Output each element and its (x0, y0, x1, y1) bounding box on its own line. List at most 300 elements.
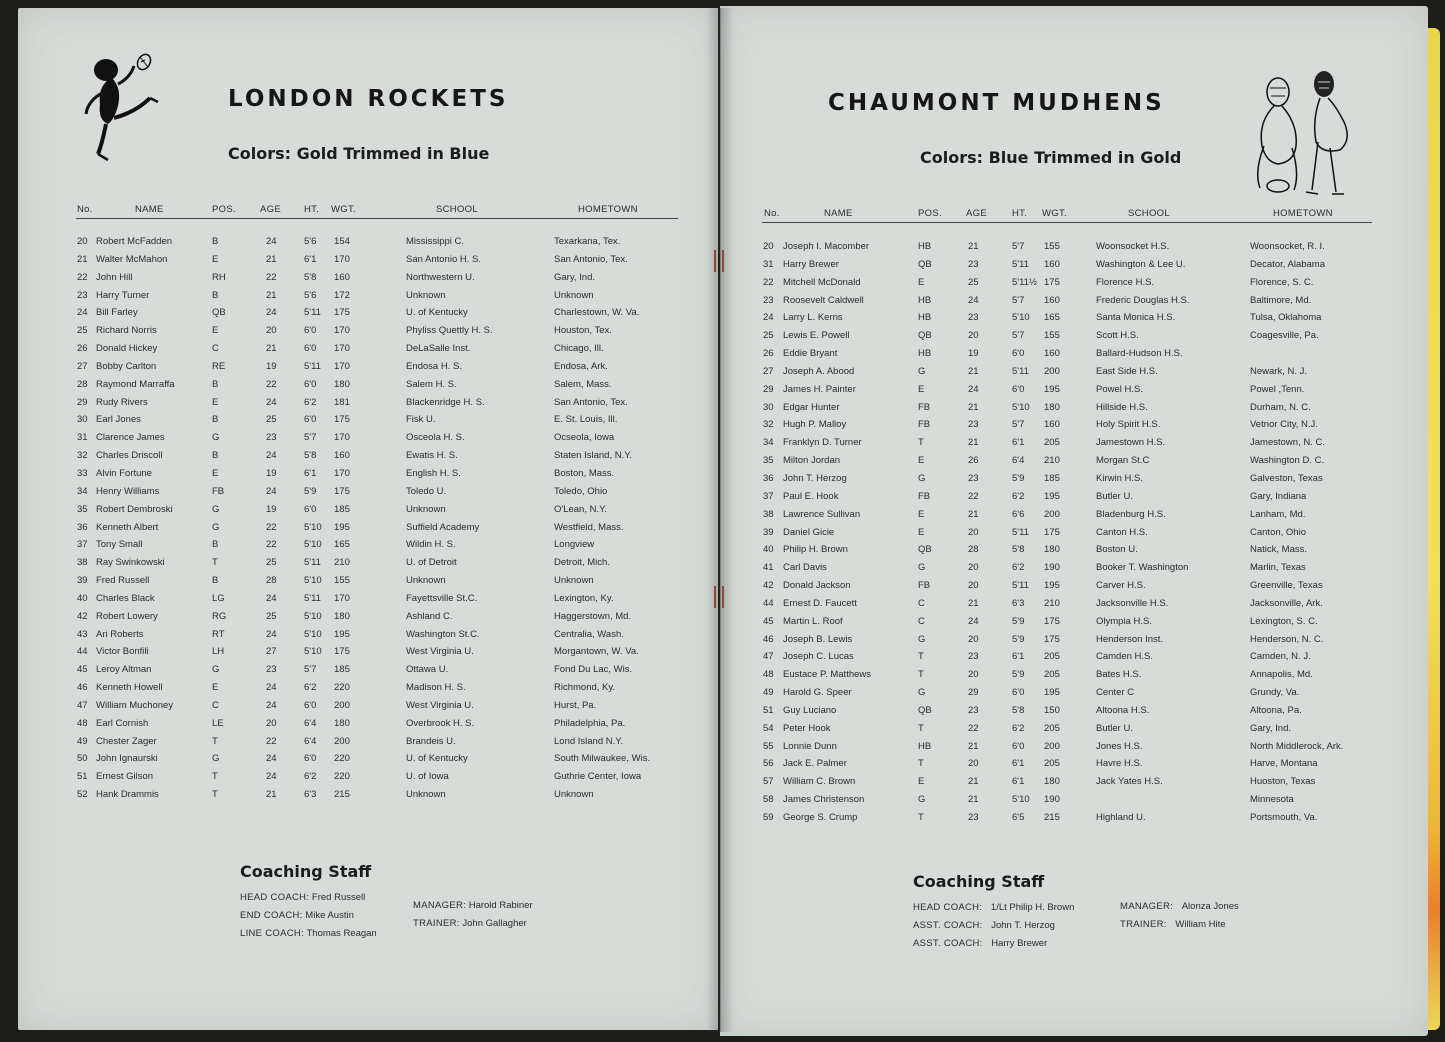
cell-number: 46 (763, 633, 774, 645)
cell-position: T (918, 437, 924, 449)
cell-position: B (212, 414, 219, 426)
cell-height: 6'4 (1012, 455, 1025, 467)
cell-weight: 185 (334, 503, 350, 515)
cell-height: 5'11 (304, 307, 321, 319)
cell-height: 6'1 (304, 253, 317, 265)
cell-hometown: North Middlerock, Ark. (1250, 740, 1344, 752)
cell-height: 5'11½ (1012, 276, 1037, 288)
table-row (76, 376, 678, 394)
cell-number: 54 (763, 722, 774, 734)
cell-number: 58 (763, 794, 774, 806)
cell-hometown: Washington D. C. (1250, 455, 1325, 467)
table-row (76, 733, 678, 751)
cell-weight: 175 (334, 414, 350, 426)
cell-hometown: Portsmouth, Va. (1250, 812, 1318, 823)
table-row (762, 470, 1372, 488)
cell-position: QB (212, 307, 226, 319)
staff-role: TRAINER: (1120, 919, 1167, 930)
staple (714, 250, 724, 272)
cell-position: FB (918, 419, 931, 431)
cell-hometown: Galveston, Texas (1250, 472, 1323, 484)
col-header-name: NAME (824, 208, 853, 219)
table-row (762, 684, 1372, 702)
cell-height: 5'7 (304, 432, 317, 444)
head-coach (240, 892, 365, 903)
cell-hometown: Woonsocket, R. I. (1250, 241, 1325, 252)
table-row (762, 274, 1372, 292)
cell-school: U. of Detroit (406, 557, 457, 569)
cell-hometown: Lexington, Ky. (554, 592, 614, 604)
cell-height: 6'0 (1012, 687, 1025, 699)
cell-position: G (918, 633, 926, 645)
staple (714, 586, 724, 608)
cell-weight: 170 (334, 253, 350, 265)
cell-name: Earl Cornish (96, 717, 149, 729)
cell-weight: 185 (334, 664, 350, 676)
cell-number: 33 (77, 467, 88, 479)
cell-height: 6'4 (304, 717, 317, 729)
cell-age: 23 (266, 432, 277, 444)
cell-school: Ballard-Hudson H.S. (1096, 348, 1183, 360)
cell-age: 23 (968, 312, 979, 324)
cell-name: Eustace P. Matthews (783, 669, 872, 681)
cell-hometown: South Milwaukee, Wis. (554, 753, 651, 765)
cell-weight: 215 (334, 789, 350, 801)
table-row (762, 345, 1372, 363)
cell-position: FB (918, 401, 931, 413)
cell-school: Santa Monica H.S. (1096, 312, 1176, 324)
cell-school: West Virginia U. (406, 699, 474, 711)
cell-weight: 185 (1044, 472, 1060, 484)
cell-school: Canton H.S. (1096, 526, 1148, 538)
col-header-pos: POS. (918, 208, 942, 219)
cell-hometown: Unknown (554, 575, 594, 587)
table-row (76, 572, 678, 590)
cell-hometown: Philadelphia, Pa. (554, 717, 626, 729)
cell-number: 23 (763, 294, 774, 306)
cell-hometown: Canton, Ohio (1250, 526, 1306, 538)
table-row (76, 590, 678, 608)
cell-height: 6'0 (304, 753, 317, 765)
cell-number: 26 (763, 348, 774, 360)
cell-name: Harry Brewer (783, 258, 839, 270)
cell-name: Tony Small (96, 539, 143, 551)
cell-position: RG (212, 610, 227, 622)
cell-school: Woonsocket H.S. (1096, 241, 1170, 252)
cell-school: West Virginia U. (406, 646, 474, 658)
cell-hometown: Fond Du Lac, Wis. (554, 664, 633, 676)
cell-position: RH (212, 271, 226, 283)
cell-height: 5'11 (1012, 526, 1029, 538)
head-coach (913, 902, 1074, 913)
cell-position: E (918, 508, 925, 520)
cell-school: Morgan St.C (1096, 455, 1150, 467)
cell-name: Ari Roberts (96, 628, 144, 640)
cell-school: Salem H. S. (406, 378, 457, 390)
cell-height: 6'0 (304, 699, 317, 711)
cell-weight: 205 (1044, 437, 1060, 449)
cell-age: 19 (266, 503, 277, 515)
cell-height: 6'1 (1012, 651, 1025, 663)
cell-age: 20 (968, 526, 979, 538)
cell-name: Rudy Rivers (96, 396, 148, 408)
roster-rows (762, 238, 1372, 827)
cell-name: Kenneth Albert (96, 521, 159, 533)
cell-school: Altoona H.S. (1096, 704, 1150, 716)
cell-age: 20 (968, 633, 979, 645)
cell-age: 21 (266, 343, 277, 355)
cell-school: Northwestern U. (406, 271, 475, 283)
cell-hometown: Detroit, Mich. (554, 557, 610, 569)
cell-number: 30 (763, 401, 774, 413)
cell-weight: 200 (1044, 740, 1060, 752)
cell-number: 57 (763, 776, 774, 788)
col-header-pos: POS. (212, 204, 236, 215)
cell-number: 49 (77, 735, 88, 747)
cell-number: 51 (763, 704, 774, 716)
cell-height: 6'0 (304, 343, 317, 355)
table-row (76, 340, 678, 358)
cell-weight: 205 (1044, 669, 1060, 681)
cell-number: 56 (763, 758, 774, 770)
cell-age: 22 (266, 378, 277, 390)
cell-number: 45 (763, 615, 774, 627)
cell-age: 23 (968, 258, 979, 270)
right-page (720, 6, 1428, 1036)
cell-school: Mississippi C. (406, 236, 465, 247)
table-row (762, 238, 1372, 256)
cell-name: Joseph A. Abood (783, 365, 855, 377)
cell-name: John Ignaurski (96, 753, 158, 765)
cell-school: Brandeis U. (406, 735, 456, 747)
cell-school: Ashland C. (406, 610, 453, 622)
cell-hometown: Greenville, Texas (1250, 580, 1323, 592)
cell-weight: 155 (334, 575, 350, 587)
cell-hometown: Toledo, Ohio (554, 485, 608, 497)
roster-header (76, 204, 678, 219)
cell-school: Hillside H.S. (1096, 401, 1148, 413)
cell-height: 5'11 (304, 592, 321, 604)
cell-number: 26 (77, 343, 88, 355)
cell-position: FB (918, 490, 931, 502)
cell-number: 35 (763, 455, 774, 467)
cell-number: 35 (77, 503, 88, 515)
cell-name: Kenneth Howell (96, 682, 163, 694)
cell-school: Florence H.S. (1096, 276, 1155, 288)
cell-name: Richard Norris (96, 325, 157, 337)
cell-number: 39 (763, 526, 774, 538)
cell-age: 24 (968, 383, 979, 395)
cell-name: Philip H. Brown (783, 544, 848, 556)
cell-weight: 175 (1044, 276, 1060, 288)
cell-name: John T. Herzog (783, 472, 847, 484)
cell-hometown: Texarkana, Tex. (554, 236, 621, 247)
cell-height: 5'11 (1012, 365, 1029, 377)
cell-school: Booker T. Washington (1096, 562, 1189, 574)
cell-number: 29 (763, 383, 774, 395)
cell-weight: 200 (1044, 365, 1060, 377)
cell-number: 36 (763, 472, 774, 484)
cell-weight: 181 (334, 396, 350, 408)
cell-name: Milton Jordan (783, 455, 841, 467)
cell-name: Donald Hickey (96, 343, 158, 355)
cell-weight: 180 (334, 717, 350, 729)
cell-weight: 165 (334, 539, 350, 551)
cell-height: 6'0 (304, 503, 317, 515)
table-row (76, 608, 678, 626)
cell-name: Eddie Bryant (783, 348, 838, 360)
cell-height: 5'10 (304, 539, 322, 551)
table-row (76, 287, 678, 305)
cell-position: C (212, 699, 219, 711)
col-header-school: SCHOOL (1128, 208, 1170, 219)
cell-position: E (212, 396, 219, 408)
table-row (762, 292, 1372, 310)
trainer (413, 918, 527, 929)
cell-age: 23 (968, 651, 979, 663)
cell-weight: 200 (334, 735, 350, 747)
cell-hometown: Marlin, Texas (1250, 562, 1306, 574)
cell-age: 27 (266, 646, 277, 658)
cell-height: 6'3 (1012, 597, 1025, 609)
table-row (76, 447, 678, 465)
table-row (762, 613, 1372, 631)
cell-age: 21 (968, 241, 979, 252)
cell-weight: 195 (1044, 490, 1060, 502)
cell-position: G (918, 687, 926, 699)
cell-height: 5'10 (304, 575, 322, 587)
table-row (76, 643, 678, 661)
cell-school: Camden H.S. (1096, 651, 1154, 663)
cell-height: 6'2 (1012, 490, 1025, 502)
table-row (762, 755, 1372, 773)
cell-hometown: Lond Island N.Y. (554, 735, 624, 747)
cell-weight: 220 (334, 682, 350, 694)
cell-height: 5'9 (1012, 669, 1025, 681)
cell-weight: 210 (1044, 597, 1060, 609)
roster-table (76, 204, 678, 804)
cell-name: Fred Russell (96, 575, 150, 587)
cell-school: Unknown (406, 575, 446, 587)
cell-weight: 210 (1044, 455, 1060, 467)
cell-number: 23 (77, 289, 88, 301)
cell-hometown: Grundy, Va. (1250, 687, 1300, 699)
cell-position: G (918, 365, 926, 377)
cell-school: U. of Kentucky (406, 307, 468, 319)
cell-hometown: Morgantown, W. Va. (554, 646, 639, 658)
cell-hometown: Unknown (554, 289, 594, 301)
cell-position: RT (212, 628, 225, 640)
cell-number: 24 (763, 312, 774, 324)
cell-hometown: Lexington, S. C. (1250, 615, 1318, 627)
cell-weight: 190 (1044, 794, 1060, 806)
cell-number: 30 (77, 414, 88, 426)
cell-name: Joseph I. Macomber (783, 241, 870, 252)
cell-weight: 220 (334, 771, 350, 783)
cell-school: Jamestown H.S. (1096, 437, 1166, 449)
cell-height: 5'9 (1012, 472, 1025, 484)
cell-name: Hank Drammis (96, 789, 159, 801)
cell-school: Bladenburg H.S. (1096, 508, 1166, 520)
cell-hometown: Baltimore, Md. (1250, 294, 1312, 306)
cell-weight: 175 (1044, 633, 1060, 645)
cell-hometown: Endosa, Ark. (554, 360, 608, 372)
cell-age: 24 (968, 615, 979, 627)
table-row (762, 416, 1372, 434)
cell-weight: 195 (334, 521, 350, 533)
cell-age: 21 (968, 597, 979, 609)
cell-name: Robert Dembroski (96, 503, 173, 515)
cell-position: T (212, 771, 218, 783)
cell-hometown: Powel ,Tenn. (1250, 383, 1305, 395)
cell-age: 20 (266, 717, 277, 729)
cell-position: QB (918, 704, 932, 716)
cell-age: 19 (266, 360, 277, 372)
cell-age: 26 (968, 455, 979, 467)
cell-age: 22 (266, 521, 277, 533)
cell-age: 23 (266, 664, 277, 676)
cell-height: 6'0 (1012, 348, 1025, 360)
cell-number: 42 (763, 580, 774, 592)
cell-name: Franklyn D. Turner (783, 437, 862, 449)
cell-age: 24 (266, 236, 277, 247)
cell-number: 52 (77, 789, 88, 801)
table-row (76, 358, 678, 376)
cell-position: QB (918, 330, 932, 342)
cell-number: 39 (77, 575, 88, 587)
table-row (762, 773, 1372, 791)
cell-height: 5'6 (304, 289, 317, 301)
cell-school: Jacksonville H.S. (1096, 597, 1169, 609)
cell-number: 34 (77, 485, 88, 497)
cell-age: 25 (266, 557, 277, 569)
cell-height: 6'0 (304, 325, 317, 337)
cell-height: 5'10 (1012, 312, 1030, 324)
cell-hometown: San Antonio, Tex. (554, 253, 628, 265)
cell-number: 27 (763, 365, 774, 377)
cell-age: 21 (968, 794, 979, 806)
table-row (762, 559, 1372, 577)
cell-name: Harold G. Speer (783, 687, 852, 699)
col-header-ht: HT. (1012, 208, 1028, 219)
cell-hometown: San Antonio, Tex. (554, 396, 628, 408)
cell-hometown: Staten Island, N.Y. (554, 450, 632, 462)
table-row (762, 256, 1372, 274)
roster-table (762, 208, 1372, 827)
col-header-no: No. (77, 204, 93, 215)
cell-position: QB (918, 258, 932, 270)
col-header-wgt: WGT. (331, 204, 356, 215)
cell-name: Raymond Marraffa (96, 378, 175, 390)
staff-name: Thomas Reagan (306, 928, 377, 939)
cell-school: Henderson Inst. (1096, 633, 1164, 645)
cell-name: Guy Luciano (783, 704, 837, 716)
cell-number: 40 (77, 592, 88, 604)
table-row (76, 465, 678, 483)
cell-number: 31 (77, 432, 88, 444)
table-row (76, 429, 678, 447)
cell-number: 49 (763, 687, 774, 699)
cell-school: Suffield Academy (406, 521, 480, 533)
cell-position: G (212, 432, 220, 444)
cell-weight: 180 (334, 378, 350, 390)
cell-name: Ernest D. Faucett (783, 597, 857, 609)
cell-number: 22 (77, 271, 88, 283)
coaching-staff-title: Coaching Staff (240, 862, 372, 881)
cell-position: G (918, 794, 926, 806)
cell-position: T (212, 735, 218, 747)
cell-hometown: Richmond, Ky. (554, 682, 616, 694)
cell-school: Madison H. S. (406, 682, 466, 694)
cell-weight: 155 (1044, 330, 1060, 342)
cell-position: LE (212, 717, 224, 729)
cell-school: Washington & Lee U. (1096, 258, 1186, 270)
cell-name: Henry Williams (96, 485, 160, 497)
cell-weight: 210 (334, 557, 350, 569)
cell-name: Peter Hook (783, 722, 831, 734)
cell-position: RE (212, 360, 226, 372)
table-row (762, 738, 1372, 756)
cell-height: 5'10 (1012, 794, 1030, 806)
table-row (762, 434, 1372, 452)
cell-school: U. of Kentucky (406, 753, 468, 765)
cell-school: Jones H.S. (1096, 740, 1143, 752)
cell-height: 5'8 (304, 450, 317, 462)
cell-position: E (212, 253, 219, 265)
cell-weight: 220 (334, 753, 350, 765)
roster-rows (76, 233, 678, 804)
cell-weight: 195 (1044, 383, 1060, 395)
cell-school: Butler U. (1096, 722, 1133, 734)
table-row (76, 697, 678, 715)
cell-school: Jack Yates H.S. (1096, 776, 1163, 788)
manager (1120, 901, 1239, 912)
cell-school: Unknown (406, 503, 446, 515)
cell-position: B (212, 236, 219, 247)
cell-hometown: Decator, Alabama (1250, 258, 1325, 270)
table-row (762, 631, 1372, 649)
cell-school: Powel H.S. (1096, 383, 1143, 395)
cell-number: 36 (77, 521, 88, 533)
cell-weight: 200 (1044, 508, 1060, 520)
cell-age: 22 (266, 735, 277, 747)
cell-age: 24 (266, 771, 277, 783)
staff-name: Alonza Jones (1181, 901, 1239, 912)
staff-role: LINE COACH: (240, 928, 305, 939)
cell-school: San Antonio H. S. (406, 253, 481, 265)
cell-hometown: Harve, Montana (1250, 758, 1318, 770)
cell-age: 29 (968, 687, 979, 699)
football-players-cartoon (1244, 62, 1370, 202)
cell-height: 6'2 (1012, 722, 1025, 734)
cell-age: 19 (266, 467, 277, 479)
table-row (762, 399, 1372, 417)
cell-school: Phyliss Quettly H. S. (406, 325, 493, 337)
cell-height: 5'11 (1012, 580, 1029, 592)
cell-height: 6'2 (304, 682, 317, 694)
cell-school: Center C (1096, 687, 1135, 699)
cell-age: 21 (968, 740, 979, 752)
cell-height: 6'2 (1012, 562, 1025, 574)
cell-weight: 175 (334, 646, 350, 658)
cell-age: 24 (266, 699, 277, 711)
cell-height: 6'5 (1012, 812, 1025, 823)
cell-position: E (918, 455, 925, 467)
cell-school: Highland U. (1096, 812, 1146, 823)
cell-school: Olympia H.S. (1096, 615, 1152, 627)
table-row (76, 304, 678, 322)
cell-height: 6'2 (304, 396, 317, 408)
